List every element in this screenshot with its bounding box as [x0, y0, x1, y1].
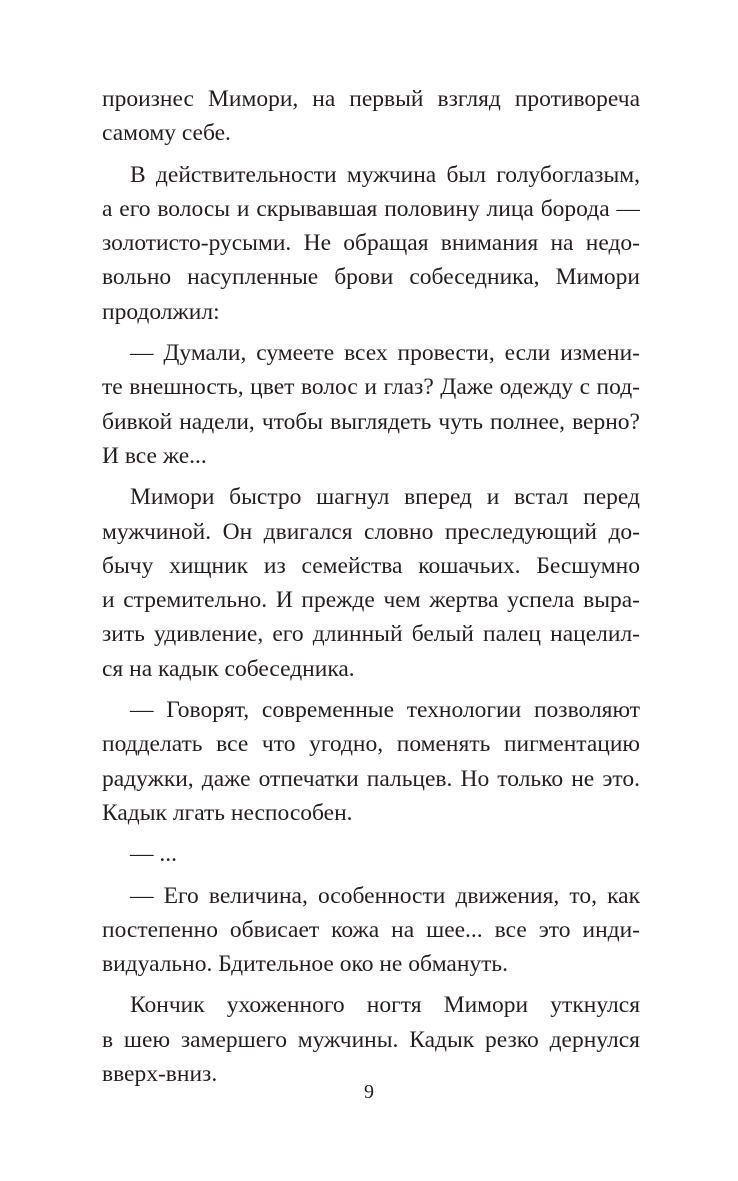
paragraph [102, 693, 640, 830]
text-line: бивкой надели, чтобы выглядеть чуть полнее, верно? [102, 408, 640, 435]
text-line: — Его величина, особенности движения, то, как [130, 882, 640, 909]
text-line: вольно насупленные брови собеседника, Мимори [102, 264, 640, 291]
page-number: 9 [364, 1081, 374, 1103]
text-line: радужки, даже отпечатки пальцев. Но только не это. [102, 765, 640, 792]
text-line: самому себе. [102, 120, 231, 147]
text-line: вверх-вниз. [102, 1061, 218, 1088]
text-line: ся на кадык собеседника. [102, 655, 355, 682]
text-line: подделать все что угодно, поменять пигментацию [102, 731, 640, 758]
text-line: золотисто-русыми. Не обращая внимания на недо- [102, 230, 640, 257]
paragraph [102, 879, 640, 982]
paragraph [102, 336, 640, 473]
text-line: В действительности мужчина был голубоглазым, [130, 161, 640, 188]
text-line: видуально. Бдительное око не обмануть. [102, 951, 509, 978]
text-line: мужчиной. Он двигался словно преследующий до- [102, 518, 640, 545]
paragraph [102, 480, 640, 686]
paragraph [102, 158, 640, 329]
text-line: постепенно обвисает кожа на шее... все это инди- [102, 916, 640, 943]
text-line: — Говорят, современные технологии позволяют [130, 697, 640, 724]
paragraph [102, 82, 640, 151]
text-line: Кадык лгать неспособен. [102, 799, 353, 826]
text-line: продолжил: [102, 298, 220, 325]
text-line: — ... [130, 841, 177, 868]
text-line: а его волосы и скрывавшая половину лица борода — [102, 195, 640, 222]
text-line: — Думали, сумеете всех провести, если измени- [130, 340, 640, 367]
paragraph [102, 988, 640, 1091]
text-line: и стремительно. И прежде чем жертва успела выра- [102, 587, 640, 614]
text-line: в шею замершего мужчины. Кадык резко дернулся [102, 1026, 640, 1053]
text-line: И все же... [102, 442, 207, 469]
text-line: бычу хищник из семейства кошачьих. Бесшумно [102, 552, 640, 579]
text-line: те внешность, цвет волос и глаз? Даже одежду с под- [102, 374, 640, 401]
text-line: зить удивление, его длинный белый палец нацелил- [102, 621, 640, 648]
text-line: произнес Мимори, на первый взгляд противореча [102, 86, 640, 112]
text-line: Кончик ухоженного ногтя Мимори уткнулся [130, 992, 640, 1019]
body-text [102, 82, 640, 1091]
text-line: Мимори быстро шагнул вперед и встал перед [130, 484, 640, 511]
paragraph [102, 837, 640, 871]
